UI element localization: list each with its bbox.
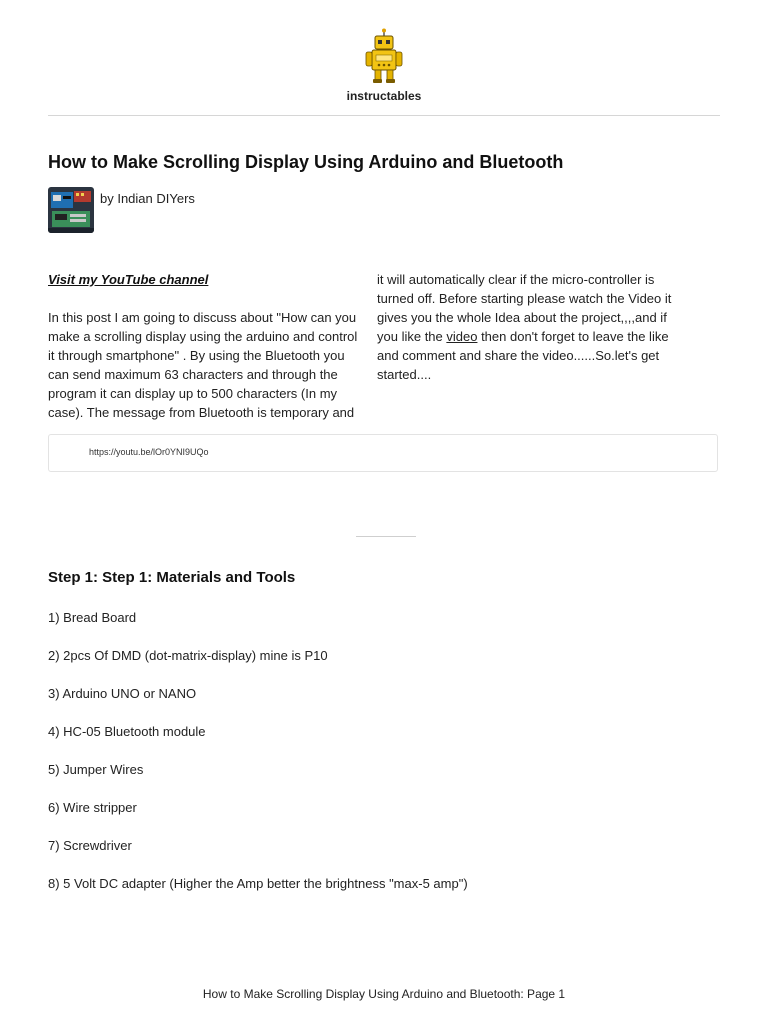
list-item: 7) Screwdriver <box>48 838 132 853</box>
intro-line: make a scrolling display using the arduino and control <box>48 329 358 344</box>
intro-line: case). The message from Bluetooth is temporary and <box>48 405 355 420</box>
intro-left-column <box>48 270 370 422</box>
list-item: 2) 2pcs Of DMD (dot-matrix-display) mine is P10 <box>48 648 328 663</box>
intro-line: program it can display up to 500 characters (In my <box>48 386 338 401</box>
page-title: How to Make Scrolling Display Using Arduino and Bluetooth <box>48 152 564 172</box>
video-embed-box[interactable] <box>48 434 718 472</box>
author-byline <box>48 187 195 233</box>
step-1-title: Step 1: Step 1: Materials and Tools <box>48 569 296 586</box>
intro-line: gives you the whole Idea about the project,,,,and if <box>377 310 667 325</box>
author-name[interactable]: by Indian DIYers <box>100 190 195 206</box>
intro-line: it will automatically clear if the micro-controller is <box>377 272 655 287</box>
intro-right-column <box>377 270 687 384</box>
list-item: 6) Wire stripper <box>48 800 137 815</box>
list-item: 1) Bread Board <box>48 610 137 625</box>
header-divider <box>48 115 720 116</box>
intro-line: started.... <box>377 367 432 382</box>
robot-mascot-icon[interactable] <box>362 28 406 86</box>
intro-text: then don't forget to leave the like <box>477 329 669 344</box>
page-footer: How to Make Scrolling Display Using Arduino and Bluetooth: Page 1 <box>202 987 566 1001</box>
site-header <box>0 28 768 103</box>
intro-line: it through smartphone" . By using the Bluetooth you <box>48 348 345 363</box>
intro-line <box>377 327 687 346</box>
video-link[interactable]: video <box>446 329 478 344</box>
list-item: 5) Jumper Wires <box>48 762 144 777</box>
video-embed-url[interactable]: https://youtu.be/lOr0YNI9UQo <box>89 447 209 457</box>
intro-line: and comment and share the video......So.let's get <box>377 348 660 363</box>
intro-text: you like the <box>377 329 447 344</box>
list-item: 3) Arduino UNO or NANO <box>48 686 197 701</box>
arduino-board-avatar[interactable] <box>48 187 94 233</box>
section-divider <box>356 536 416 537</box>
intro-line: can send maximum 63 characters and through the <box>48 367 338 382</box>
list-item: 8) 5 Volt DC adapter (Higher the Amp better the brightness "max-5 amp") <box>48 876 468 891</box>
youtube-channel-link[interactable]: Visit my YouTube channel <box>48 272 209 287</box>
intro-line: turned off. Before starting please watch the Video it <box>377 291 672 306</box>
list-item: 4) HC-05 Bluetooth module <box>48 724 206 739</box>
intro-line: In this post I am going to discuss about "How can you <box>48 310 357 325</box>
materials-list <box>48 608 468 912</box>
site-name[interactable]: instructables <box>346 89 422 103</box>
